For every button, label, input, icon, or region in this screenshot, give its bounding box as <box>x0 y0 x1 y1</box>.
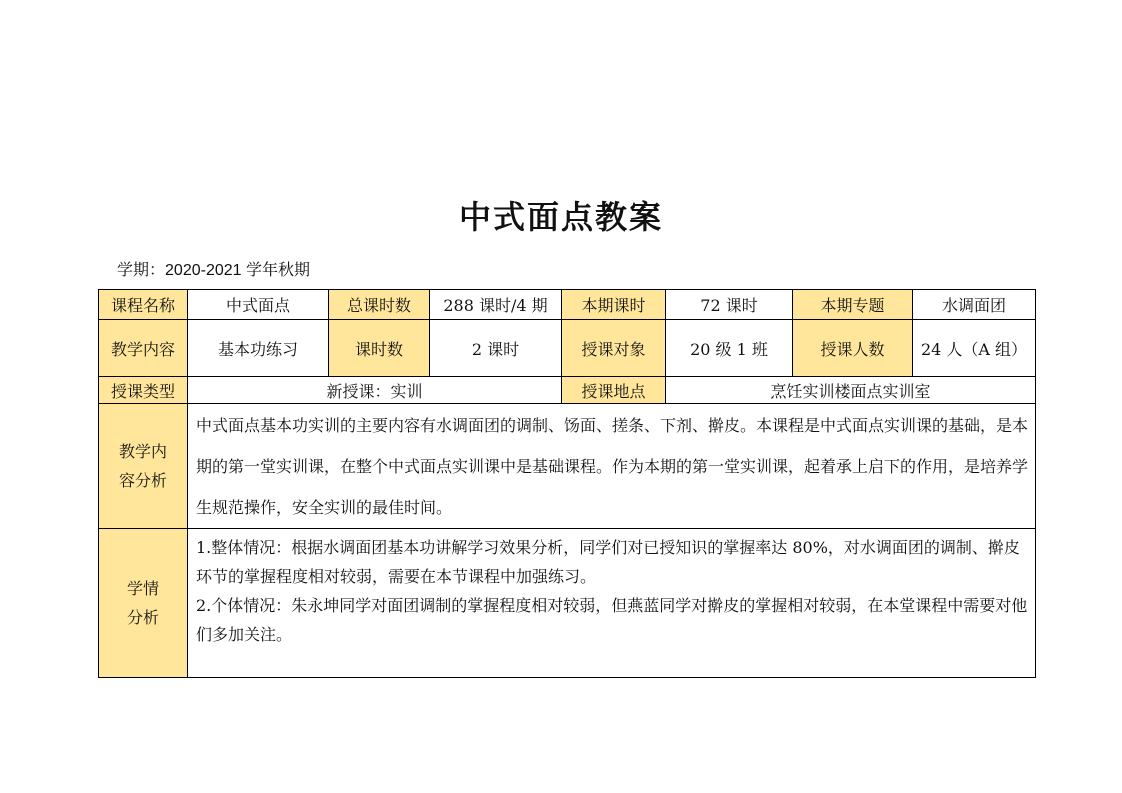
page-title: 中式面点教案 <box>458 198 663 236</box>
table-row <box>99 404 1036 529</box>
table-row <box>99 529 1036 678</box>
table-row <box>99 320 1036 377</box>
term-hours-label: 本期课时 <box>562 290 666 320</box>
term-hours-value: 72 课时 <box>666 290 793 320</box>
content-label: 教学内容 <box>99 320 188 377</box>
semester-line <box>117 257 310 280</box>
semester-label: 学期： <box>117 262 166 279</box>
student-analysis-label-line2: 分析 <box>126 608 159 627</box>
headcount-label: 授课人数 <box>793 320 913 377</box>
lesson-plan-table <box>98 289 1036 678</box>
total-hours-label: 总课时数 <box>329 290 430 320</box>
location-value: 烹饪实训楼面点实训室 <box>666 377 1036 404</box>
table-row <box>99 290 1036 320</box>
term-topic-value: 水调面团 <box>913 290 1036 320</box>
content-analysis-label-line2: 容分析 <box>118 471 167 490</box>
term-topic-label: 本期专题 <box>793 290 913 320</box>
content-value: 基本功练习 <box>188 320 329 377</box>
student-analysis-label-line1: 学情 <box>126 579 159 598</box>
type-label: 授课类型 <box>99 377 188 404</box>
content-analysis-text: 中式面点基本功实训的主要内容有水调面团的调制、饧面、搓条、下剂、擀皮。本课程是中式面点实训课的基础，是本期的第一堂实训课，在整个中式面点实训课中是基础课程。作为本期的第一堂实训课，起着承上启下的作用，是培养学生规范操作，安全实训的最佳时间。 <box>188 404 1036 529</box>
course-name-label: 课程名称 <box>99 290 188 320</box>
student-analysis-text <box>188 529 1036 678</box>
table-row <box>99 377 1036 404</box>
content-analysis-label-line1: 教学内 <box>118 442 167 461</box>
student-analysis-label <box>99 529 188 678</box>
type-value: 新授课：实训 <box>188 377 562 404</box>
student-analysis-para1: 1.整体情况：根据水调面团基本功讲解学习效果分析，同学们对已授知识的掌握率达 80%，对水调面团的调制、擀皮环节的掌握程度相对较弱，需要在本节课程中加强练习。 <box>196 538 1020 586</box>
student-analysis-para2: 2.个体情况：朱永坤同学对面团调制的掌握程度相对较弱，但燕蓝同学对擀皮的掌握相对较弱，在本堂课程中需要对他们多加关注。 <box>196 596 1028 644</box>
hours-value: 2 课时 <box>430 320 562 377</box>
audience-value: 20 级 1 班 <box>666 320 793 377</box>
course-name-value: 中式面点 <box>188 290 329 320</box>
hours-label: 课时数 <box>329 320 430 377</box>
headcount-value: 24 人（A 组） <box>913 320 1036 377</box>
content-analysis-label <box>99 404 188 529</box>
audience-label: 授课对象 <box>562 320 666 377</box>
total-hours-value: 288 课时/4 期 <box>430 290 562 320</box>
location-label: 授课地点 <box>562 377 666 404</box>
semester-value: 2020-2021 学年秋期 <box>165 262 310 279</box>
